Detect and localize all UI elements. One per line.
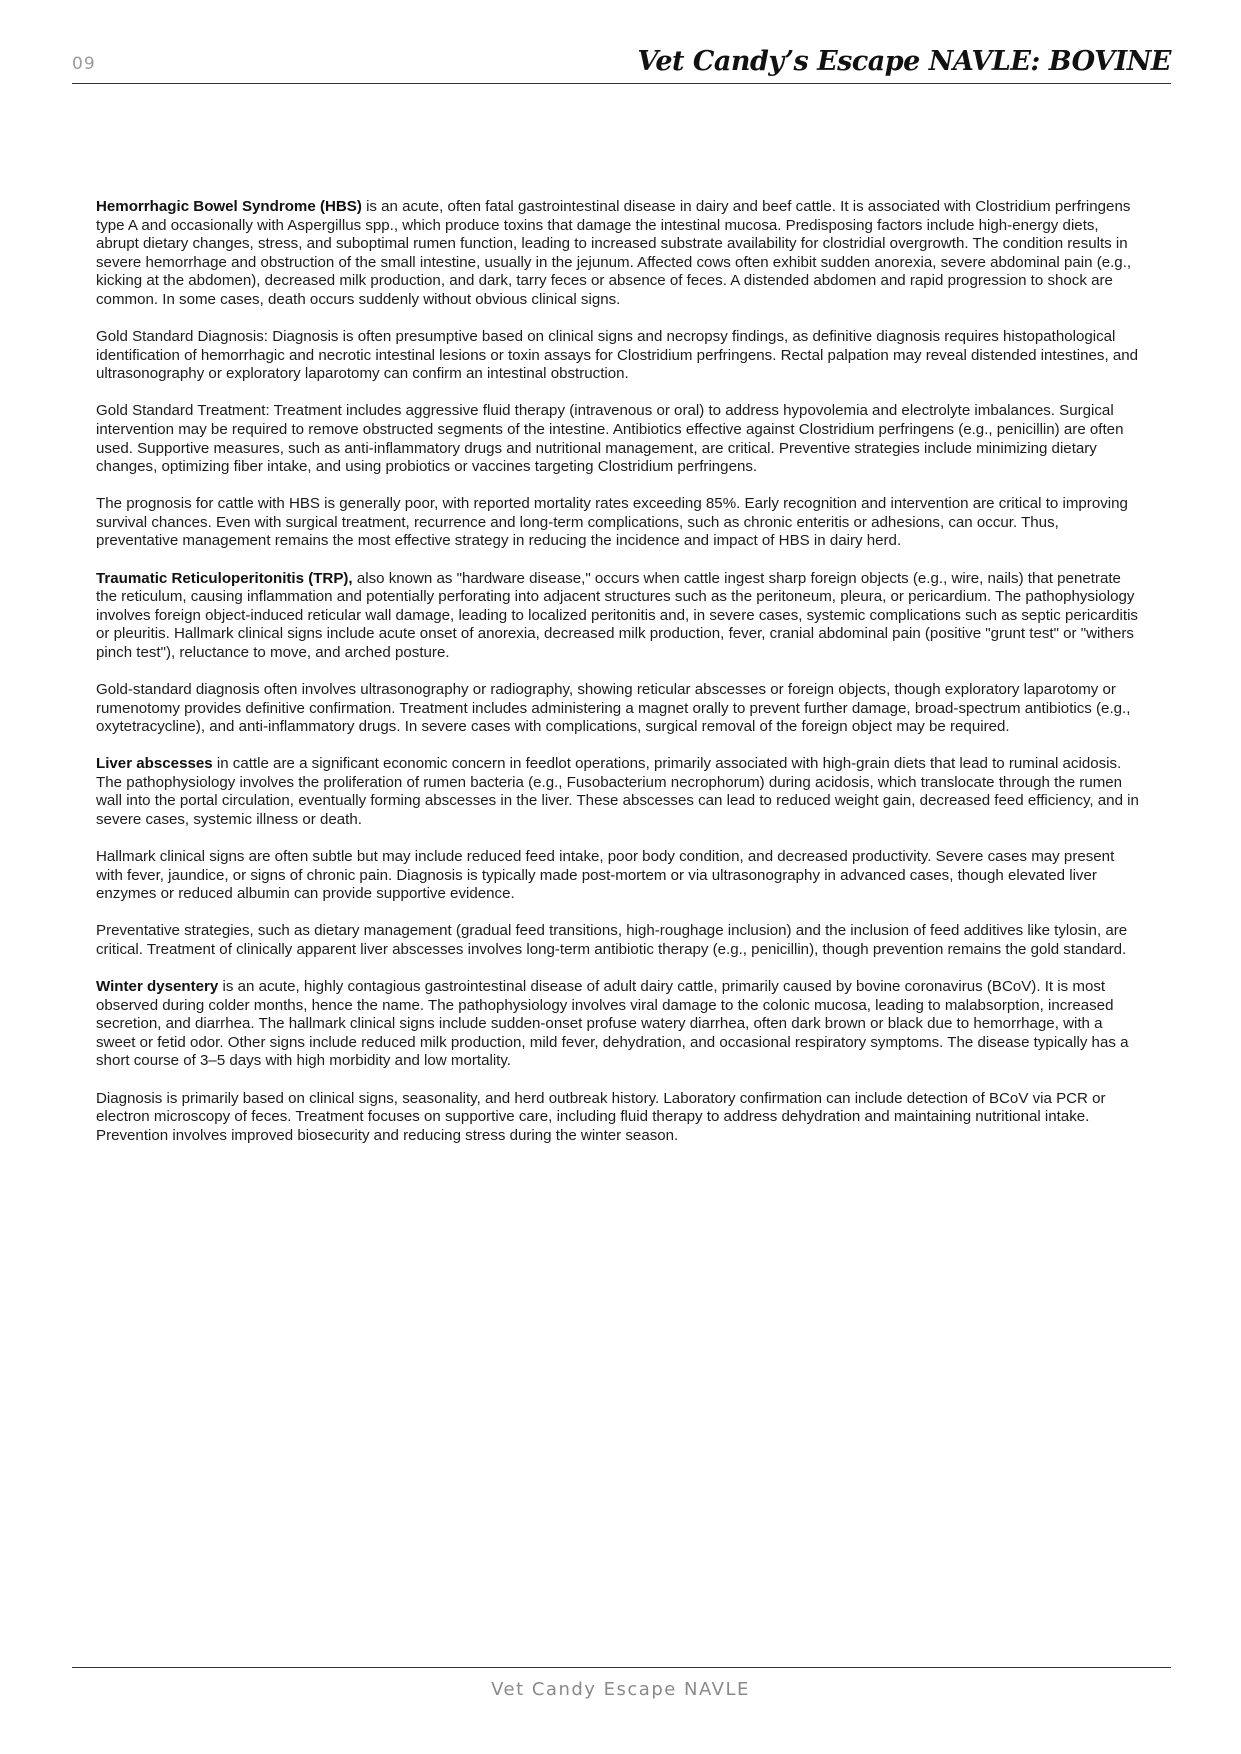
term-trp: Traumatic Reticuloperitonitis (TRP), <box>96 569 353 587</box>
paragraph-text: also known as "hardware disease," occurs when cattle ingest sharp foreign objects (e.g., wire, nails) that penetrate the reticulum, causing inflammation and potentially perforating into adjacent structures such as the peritoneum, pleura, or pericardium. The pathophysiology involves foreign object-induced reticular wall damage, leading to localized peritonitis and, in severe cases, systemic complications such as septic pericarditis or pleuritis. Hallmark clinical signs include acute onset of anorexia, decreased milk production, fever, cranial abdominal pain (positive "grunt test" or "withers pinch test"), reluctance to move, and arched posture. <box>96 569 1138 661</box>
paragraph-winter-diagnosis <box>96 1090 1144 1146</box>
article-body <box>96 198 1144 1164</box>
term-winter-dysentery: Winter dysentery <box>96 978 219 996</box>
footer-rule <box>72 1667 1171 1668</box>
paragraph-trp-intro <box>96 570 1144 663</box>
paragraph-text: Gold-standard diagnosis often involves ultrasonography or radiography, showing reticular abscesses or foreign objects, though exploratory laparotomy or rumenotomy provides definitive confirmation. Treatment includes administering a magnet orally to prevent further damage, broad-spectrum antibiotics (e.g., oxytetracycline), and anti-inflammatory drugs. In severe cases with complications, surgical removal of the foreign object may be required. <box>96 680 1131 736</box>
paragraph-text: Diagnosis is primarily based on clinical signs, seasonality, and herd outbreak history. Laboratory confirmation can include detection of BCoV via PCR or electron microscopy of feces. Treatment focuses on supportive care, including fluid therapy to address dehydration and maintaining nutritional intake. Prevention involves improved biosecurity and reducing stress during the winter season. <box>96 1089 1106 1144</box>
paragraph-text: is an acute, highly contagious gastrointestinal disease of adult dairy cattle, primarily caused by bovine coronavirus (BCoV). It is most observed during colder months, hence the name. The pathophysiology involves viral damage to the colonic mucosa, leading to malabsorption, increased secretion, and diarrhea. The hallmark clinical signs include sudden-onset profuse watery diarrhea, often dark brown or black due to hemorrhage, with a sweet or fetid odor. Other signs include reduced milk production, mild fever, dehydration, and occasional respiratory symptoms. The disease typically has a short course of 3–5 days with high morbidity and low mortality. <box>96 978 1129 1070</box>
paragraph-text: Gold Standard Diagnosis: Diagnosis is often presumptive based on clinical signs and necropsy findings, as definitive diagnosis requires histopathological identification of hemorrhagic and necrotic intestinal lesions or toxin assays for Clostridium perfringens. Rectal palpation may reveal distended intestines, and ultrasonography or exploratory laparotomy can confirm an intestinal obstruction. <box>96 328 1139 383</box>
page-number: 09 <box>72 54 96 74</box>
paragraph-text: Gold Standard Treatment: Treatment includes aggressive fluid therapy (intravenous or oral) to address hypovolemia and electrolyte imbalances. Surgical intervention may be required to remove obstructed segments of the intestine. Antibiotics effective against Clostridium perfringens (e.g., penicillin) are often used. Supportive measures, such as anti-inflammatory drugs and nutritional management, are critical. Preventive strategies include minimizing dietary changes, optimizing fiber intake, and using probiotics or vaccines targeting Clostridium perfringens. <box>96 402 1124 476</box>
paragraph-liver-signs <box>96 848 1144 904</box>
paragraph-trp-diagnosis <box>96 681 1144 737</box>
header-rule <box>72 83 1171 84</box>
paragraph-text: is an acute, often fatal gastrointestinal disease in dairy and beef cattle. It is associated with Clostridium perfringens type A and occasionally with Aspergillus spp., which produce toxins that damage the intestinal mucosa. Predisposing factors include high-energy diets, abrupt dietary changes, stress, and suboptimal rumen function, leading to increased substrate availability for clostridial overgrowth. The condition results in severe hemorrhage and obstruction of the small intestine, usually in the jejunum. Affected cows often exhibit sudden anorexia, severe abdominal pain (e.g., kicking at the abdomen), decreased milk production, and dark, tarry feces or absence of feces. A distended abdomen and rapid progression to shock are common. In some cases, death occurs suddenly without obvious clinical signs. <box>96 198 1132 308</box>
paragraph-hbs-prognosis <box>96 495 1144 551</box>
paragraph-text: Preventative strategies, such as dietary management (gradual feed transitions, high-roughage inclusion) and the inclusion of feed additives like tylosin, are critical. Treatment of clinically apparent liver abscesses involves long-term antibiotic therapy (e.g., penicillin), though prevention remains the gold standard. <box>96 922 1128 958</box>
paragraph-liver-prevention <box>96 922 1144 959</box>
header-title: Vet Candy’s Escape NAVLE: BOVINE <box>637 46 1171 77</box>
paragraph-hbs-treatment <box>96 402 1144 476</box>
paragraph-winter-intro <box>96 978 1144 1071</box>
footer-text: Vet Candy Escape NAVLE <box>491 1679 750 1700</box>
paragraph-liver-intro <box>96 755 1144 829</box>
paragraph-text: in cattle are a significant economic concern in feedlot operations, primarily associated with high-grain diets that lead to ruminal acidosis. The pathophysiology involves the proliferation of rumen bacteria (e.g., Fusobacterium necrophorum) during acidosis, which translocate through the rumen wall into the portal circulation, eventually forming abscesses in the liver. These abscesses can lead to reduced weight gain, decreased feed efficiency, and in severe cases, systemic illness or death. <box>96 755 1139 829</box>
term-hbs: Hemorrhagic Bowel Syndrome (HBS) <box>96 198 362 215</box>
paragraph-hbs-intro <box>96 198 1144 310</box>
paragraph-text: The prognosis for cattle with HBS is generally poor, with reported mortality rates exceeding 85%. Early recognition and intervention are critical to improving survival chances. Even with surgical treatment, recurrence and long-term complications, such as chronic enteritis or adhesions, can occur. Thus, preventative management remains the most effective strategy in reducing the incidence and impact of HBS in dairy herd. <box>96 495 1128 550</box>
term-liver-abscesses: Liver abscesses <box>96 755 213 773</box>
paragraph-text: Hallmark clinical signs are often subtle but may include reduced feed intake, poor body condition, and decreased productivity. Severe cases may present with fever, jaundice, or signs of chronic pain. Diagnosis is typically made post-mortem or via ultrasonography in advanced cases, though elevated liver enzymes or reduced albumin can provide supportive evidence. <box>96 848 1115 903</box>
paragraph-hbs-diagnosis <box>96 328 1144 384</box>
